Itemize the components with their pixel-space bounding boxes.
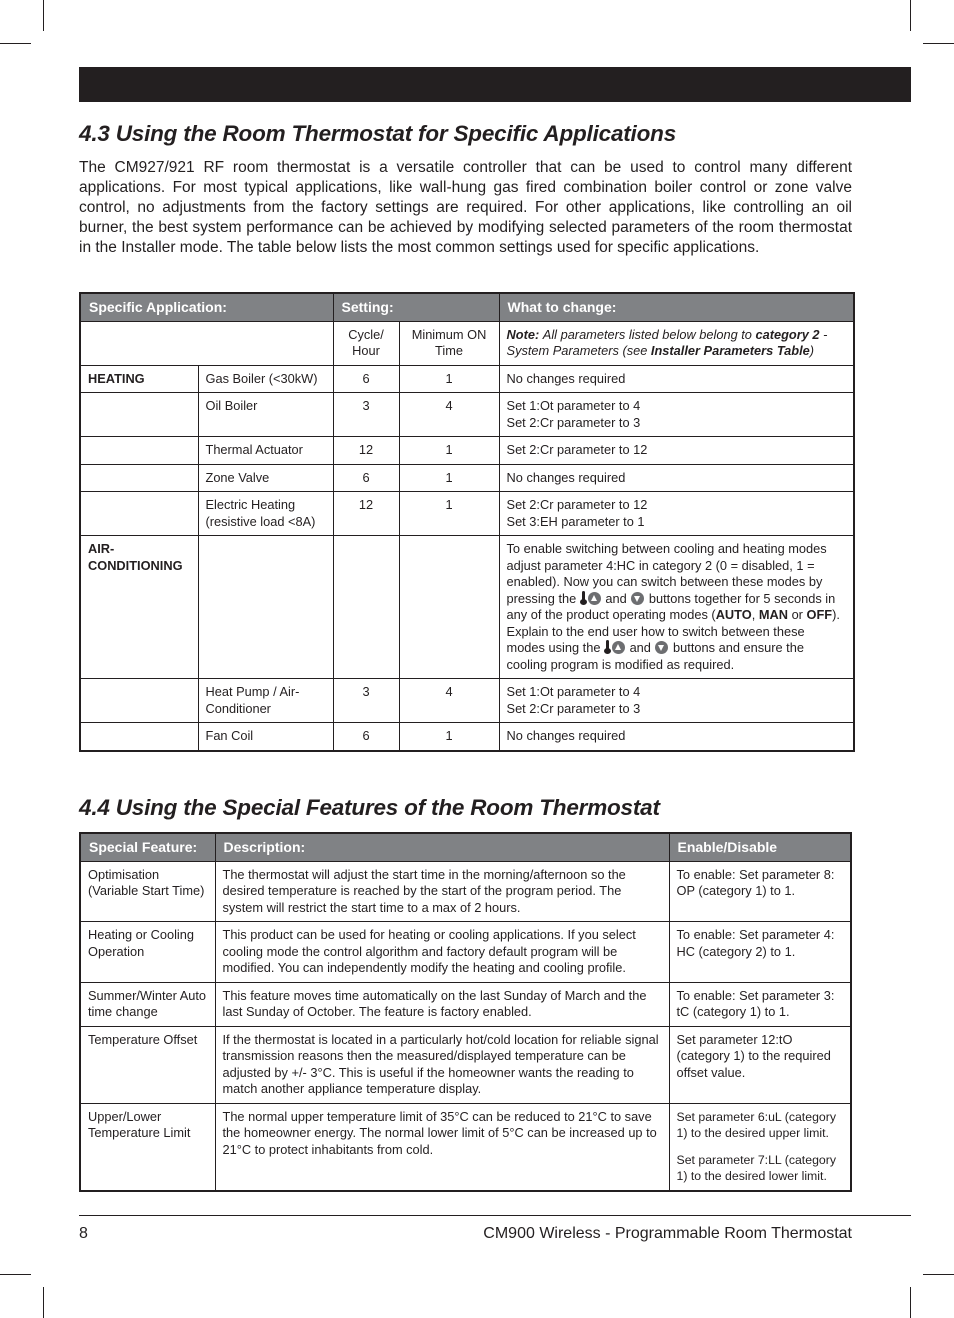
feature-enable: To enable: Set parameter 4: HC (category 2) to 1. xyxy=(669,922,851,983)
change-line: Set 1:Ot parameter to 4 xyxy=(506,684,641,699)
application-name: Oil Boiler xyxy=(198,393,333,437)
table-row xyxy=(80,679,854,723)
cycle-value: 6 xyxy=(333,464,399,492)
application-name: Zone Valve xyxy=(198,464,333,492)
crop-mark xyxy=(923,1274,954,1275)
change-value: No changes required xyxy=(499,365,854,393)
min-on-value: 4 xyxy=(399,679,499,723)
change-value xyxy=(499,492,854,536)
table-row xyxy=(80,464,854,492)
feature-enable: To enable: Set parameter 8: OP (category 1) to 1. xyxy=(669,861,851,922)
note-table-ref: Installer Parameters Table xyxy=(650,343,810,358)
spacer xyxy=(677,1142,844,1152)
crop-mark xyxy=(923,43,954,44)
crop-mark xyxy=(910,0,911,31)
change-value: Set 2:Cr parameter to 12 xyxy=(499,437,854,465)
feature-description: This feature moves time automatically on the last Sunday of March and the last Sunday of October. The feature is factory enabled. xyxy=(215,982,669,1026)
mode-off: OFF xyxy=(806,607,833,622)
feature-name: Optimisation (Variable Start Time) xyxy=(80,861,215,922)
feature-enable: To enable: Set parameter 3: tC (category 1) to 1. xyxy=(669,982,851,1026)
down-arrow-button-icon xyxy=(631,592,644,605)
feature-name: Summer/Winter Auto time change xyxy=(80,982,215,1026)
change-value xyxy=(499,679,854,723)
feature-name: Heating or Cooling Operation xyxy=(80,922,215,983)
up-arrow-button-icon xyxy=(612,641,625,654)
table-row xyxy=(80,922,851,983)
mode-auto: AUTO xyxy=(715,607,752,622)
aircon-text: or xyxy=(791,607,803,622)
application-name: Electric Heating (resistive load <8A) xyxy=(198,492,333,536)
feature-enable: Set parameter 12:tO (category 1) to the required offset value. xyxy=(669,1026,851,1103)
note-text: All parameters listed below belong to xyxy=(542,326,752,342)
aircon-instructions xyxy=(499,536,854,679)
table-row xyxy=(80,393,854,437)
aircon-text: ). Explain to the end user how to switch between these modes using the xyxy=(506,607,840,655)
application-name: Thermal Actuator xyxy=(198,437,333,465)
section-4-3-intro: The CM927/921 RF room thermostat is a versatile controller that can be used to control many different applications. For most typical applications, like wall-hung gas fired combination boiler control or zone valve control, no adjustments from the factory settings are required. For other applications, like controlling an oil burner, the best system performance can be achieved by modifying selected parameters of the room thermostat in the Installer mode. The table below lists the most common settings used for specific applications. xyxy=(79,159,852,256)
group-label: AIR-CONDITIONING xyxy=(80,536,198,679)
table-row xyxy=(80,437,854,465)
change-value: No changes required xyxy=(499,723,854,751)
cycle-value: 3 xyxy=(333,393,399,437)
table-header-row xyxy=(80,293,854,321)
feature-description: The thermostat will adjust the start time in the morning/afternoon so the desired temperature is reached by the start of the program period. The system will restrict the start time to a max of 2 hours. xyxy=(215,861,669,922)
table-row xyxy=(80,1103,851,1191)
min-on-value: 1 xyxy=(399,464,499,492)
page-number: 8 xyxy=(79,1225,88,1242)
feature-description: If the thermostat is located in a particularly hot/cold location for reliable signal transmission reasons then the measured/displayed temperature can be adjusted by +/- 3°C. This is useful if the homeowner wants the reading to match another appliance temperature display. xyxy=(215,1026,669,1103)
table-subheader-row xyxy=(80,321,854,365)
crop-mark xyxy=(43,1287,44,1318)
group-label: HEATING xyxy=(80,365,198,393)
table-header-row xyxy=(80,833,851,861)
crop-mark xyxy=(43,0,44,31)
aircon-text: To enable switching between cooling and heating modes adjust parameter 4:HC in category 2 (0 = disabled, 1 = enabled). Now you can switch between these modes by pressing the xyxy=(506,541,827,606)
change-value xyxy=(499,393,854,437)
thermometer-icon xyxy=(604,640,611,654)
header-feature: Special Feature: xyxy=(80,833,215,861)
group-label xyxy=(80,492,198,536)
change-line: Set 2:Cr parameter to 3 xyxy=(506,700,641,716)
down-arrow-button-icon xyxy=(655,641,668,654)
crop-mark xyxy=(0,1274,31,1275)
application-name: Gas Boiler (<30kW) xyxy=(198,365,333,393)
aircon-text: buttons and ensure the cooling program is modified as required. xyxy=(506,640,804,672)
aircon-text: and xyxy=(629,640,651,655)
header-description: Description: xyxy=(215,833,669,861)
empty-cell xyxy=(80,723,198,751)
applications-table xyxy=(79,292,855,752)
min-on-value: 1 xyxy=(399,365,499,393)
empty-cell xyxy=(80,321,333,365)
cycle-value: 12 xyxy=(333,492,399,536)
note-cell xyxy=(499,321,854,365)
header-application: Specific Application: xyxy=(80,293,333,321)
feature-name: Upper/Lower Temperature Limit xyxy=(80,1103,215,1191)
feature-enable xyxy=(669,1103,851,1191)
empty-cell xyxy=(198,536,333,679)
header-bar xyxy=(79,67,911,102)
cycle-value: 6 xyxy=(333,723,399,751)
table-row xyxy=(80,723,854,751)
application-name: Fan Coil xyxy=(198,723,333,751)
feature-description: This product can be used for heating or cooling applications. If you select cooling mode the control algorithm and factory default program will be modified. You can independently modify the heating and cooling profile. xyxy=(215,922,669,983)
table-row xyxy=(80,982,851,1026)
aircon-text: , xyxy=(751,607,756,622)
group-label xyxy=(80,393,198,437)
table-row xyxy=(80,492,854,536)
cycle-value: 3 xyxy=(333,679,399,723)
section-4-4-title: 4.4 Using the Special Features of the Room Thermostat xyxy=(79,795,660,820)
enable-line: Set parameter 7:LL (category 1) to the desired lower limit. xyxy=(676,1152,836,1183)
footer-title: CM900 Wireless - Programmable Room Thermostat xyxy=(483,1225,852,1242)
table-row xyxy=(80,1026,851,1103)
empty-cell xyxy=(399,536,499,679)
cycle-value: 6 xyxy=(333,365,399,393)
up-arrow-button-icon xyxy=(588,592,601,605)
table-row xyxy=(80,365,854,393)
subheader-cycle: Cycle/ Hour xyxy=(333,321,399,365)
group-label xyxy=(80,437,198,465)
mode-man: MAN xyxy=(758,607,788,622)
thermometer-icon xyxy=(580,591,587,605)
crop-mark xyxy=(910,1287,911,1318)
section-4-3-title: 4.3 Using the Room Thermostat for Specific Applications xyxy=(79,121,677,146)
header-change: What to change: xyxy=(499,293,854,321)
change-line: Set 2:Cr parameter to 12 xyxy=(506,497,648,512)
table-row xyxy=(80,861,851,922)
header-setting: Setting: xyxy=(333,293,499,321)
feature-name: Temperature Offset xyxy=(80,1026,215,1103)
change-line: Set 2:Cr parameter to 3 xyxy=(506,414,641,430)
table-row-aircon xyxy=(80,536,854,679)
cycle-value: 12 xyxy=(333,437,399,465)
change-line: Set 3:EH parameter to 1 xyxy=(506,513,645,529)
header-enable: Enable/Disable xyxy=(669,833,851,861)
enable-line: Set parameter 6:uL (category 1) to the desired upper limit. xyxy=(676,1109,836,1140)
aircon-text: and xyxy=(605,590,627,606)
change-line: Set 1:Ot parameter to 4 xyxy=(506,398,641,413)
change-value: No changes required xyxy=(499,464,854,492)
note-category: category 2 xyxy=(755,326,820,342)
empty-cell xyxy=(333,536,399,679)
min-on-value: 4 xyxy=(399,393,499,437)
subheader-min-on: Minimum ON Time xyxy=(399,321,499,365)
min-on-value: 1 xyxy=(399,437,499,465)
footer-rule xyxy=(79,1215,911,1216)
note-label: Note: xyxy=(506,326,540,342)
empty-cell xyxy=(80,679,198,723)
application-name: Heat Pump / Air-Conditioner xyxy=(198,679,333,723)
group-label xyxy=(80,464,198,492)
note-text: - System Parameters (see xyxy=(506,326,828,358)
aircon-text: buttons together for 5 seconds in any of the product operating modes ( xyxy=(506,590,836,622)
special-features-table xyxy=(79,832,852,1192)
min-on-value: 1 xyxy=(399,492,499,536)
min-on-value: 1 xyxy=(399,723,499,751)
feature-description: The normal upper temperature limit of 35°C can be reduced to 21°C to save the homeowner energy. The normal lower limit of 5°C can be increased up to 21°C to protect inhabitants from cold. xyxy=(215,1103,669,1191)
note-close: ) xyxy=(809,343,815,358)
crop-mark xyxy=(0,43,31,44)
